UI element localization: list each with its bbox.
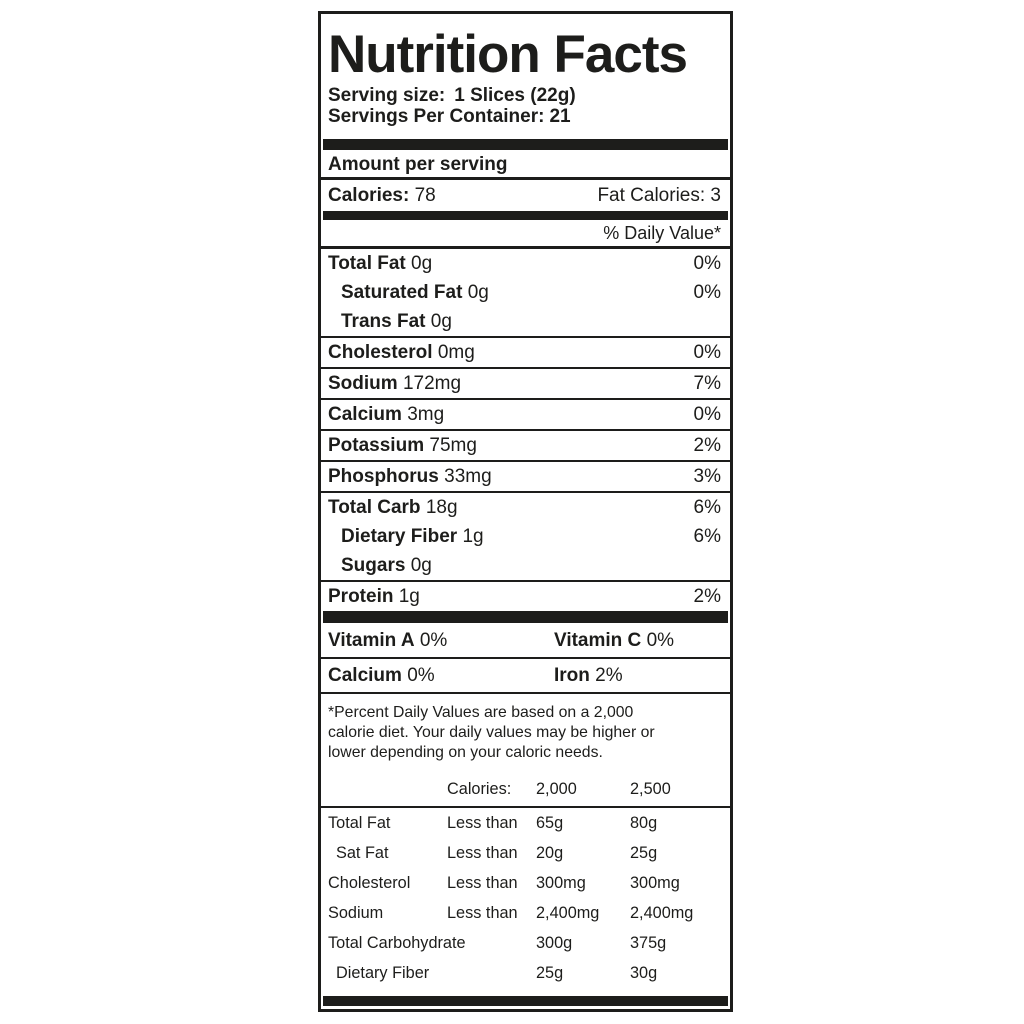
reference-table-header <box>321 779 730 808</box>
nutrient-name: Phosphorus <box>328 466 439 487</box>
calories-cell <box>328 185 436 206</box>
row-name: Total Carbohydrate <box>328 934 466 952</box>
nutrient-amount: 3mg <box>407 404 445 425</box>
nutrient-name: Saturated Fat <box>341 282 463 303</box>
nutrient-row <box>321 551 730 580</box>
row-name: Dietary Fiber <box>336 964 430 982</box>
nutrient-daily-value: 7% <box>693 373 721 394</box>
row-value-2500: 300mg <box>630 874 680 892</box>
row-name: Sodium <box>328 904 384 922</box>
fat-calories-value: 3 <box>710 185 721 206</box>
nutrient-amount: 0mg <box>437 342 475 363</box>
nutrient-daily-value: 0% <box>693 282 721 303</box>
row-value-2500: 2,400mg <box>630 904 694 922</box>
label-title: Nutrition Facts <box>328 25 687 84</box>
nutrient-name: Total Fat <box>328 253 406 274</box>
nutrient-name: Calcium <box>328 404 402 425</box>
nutrition-facts-label <box>318 11 733 1012</box>
daily-value-header: % Daily Value* <box>321 220 730 249</box>
servings-per-container-label: Servings Per Container: <box>328 106 545 127</box>
row-value-2000: 20g <box>536 844 564 862</box>
vitamin-name: Vitamin A <box>328 630 415 651</box>
nutrient-group-calcium <box>321 400 730 431</box>
nutrient-group-potassium <box>321 431 730 462</box>
row-value-2000: 300mg <box>536 874 586 892</box>
row-value-2000: 25g <box>536 964 564 982</box>
nutrient-name: Protein <box>328 586 394 607</box>
nutrient-amount: 1g <box>398 586 420 607</box>
servings-per-container-value: 21 <box>549 106 571 127</box>
nutrient-name: Cholesterol <box>328 342 433 363</box>
nutrient-daily-value: 0% <box>693 253 721 274</box>
row-value-2000: 300g <box>536 934 573 952</box>
table-row <box>321 838 730 868</box>
vitamin-value: 0% <box>407 665 435 686</box>
nutrient-row <box>321 278 730 307</box>
nutrient-row <box>321 369 730 398</box>
calories-label: Calories: <box>328 185 410 206</box>
row-value-2500: 375g <box>630 934 667 952</box>
nutrient-name: Sugars <box>341 555 406 576</box>
thick-divider-bar <box>323 996 728 1006</box>
nutrient-group-cholesterol <box>321 338 730 369</box>
nutrient-group-fat <box>321 249 730 338</box>
servings-per-container-line <box>328 106 724 127</box>
nutrient-group-phosphorus <box>321 462 730 493</box>
row-value-2000: 65g <box>536 814 564 832</box>
nutrient-amount: 0g <box>410 555 432 576</box>
nutrient-group-protein <box>321 582 730 611</box>
nutrient-amount: 0g <box>430 311 452 332</box>
vitamin-value: 0% <box>419 630 448 651</box>
row-qualifier: Less than <box>447 844 518 862</box>
nutrient-daily-value: 2% <box>693 586 721 607</box>
calories-row <box>321 180 730 211</box>
serving-size-label: Serving size: <box>328 85 446 106</box>
row-name: Cholesterol <box>328 874 411 892</box>
row-value-2500: 30g <box>630 964 658 982</box>
vitamin-name: Iron <box>554 665 590 686</box>
nutrient-amount: 18g <box>425 497 458 518</box>
nutrient-daily-value: 6% <box>693 526 721 547</box>
calories-value: 78 <box>414 185 436 206</box>
header-calories: Calories: <box>447 780 512 798</box>
nutrient-name: Sodium <box>328 373 398 394</box>
nutrient-amount: 75mg <box>429 435 477 456</box>
row-value-2000: 2,400mg <box>536 904 600 922</box>
nutrient-row <box>321 249 730 278</box>
vitamin-name: Vitamin C <box>554 630 642 651</box>
nutrient-amount: 172mg <box>402 373 462 394</box>
thick-divider-bar <box>323 611 728 623</box>
nutrient-group-carb <box>321 493 730 582</box>
row-name: Total Fat <box>328 814 391 832</box>
table-row <box>321 958 730 988</box>
table-row <box>321 928 730 958</box>
vitamin-cell <box>554 630 721 651</box>
nutrient-daily-value: 0% <box>693 342 721 363</box>
row-value-2500: 25g <box>630 844 658 862</box>
table-row <box>321 868 730 898</box>
vitamin-row <box>321 623 730 659</box>
nutrient-row <box>321 522 730 551</box>
thick-divider-bar <box>323 211 728 220</box>
nutrient-amount: 0g <box>467 282 489 303</box>
nutrient-amount: 1g <box>462 526 484 547</box>
nutrient-daily-value: 2% <box>693 435 721 456</box>
table-row <box>321 808 730 838</box>
nutrient-name: Trans Fat <box>341 311 426 332</box>
nutrient-name: Total Carb <box>328 497 421 518</box>
vitamin-cell <box>328 630 554 651</box>
nutrient-daily-value: 6% <box>693 497 721 518</box>
nutrient-row <box>321 493 730 522</box>
vitamin-name: Calcium <box>328 665 402 686</box>
reference-table <box>321 779 730 988</box>
row-value-2500: 80g <box>630 814 658 832</box>
nutrient-row <box>321 338 730 367</box>
row-qualifier: Less than <box>447 874 518 892</box>
nutrient-amount: 33mg <box>444 466 492 487</box>
thick-divider-bar <box>323 139 728 150</box>
vitamin-cell <box>328 665 554 686</box>
fat-calories-cell <box>597 185 721 206</box>
nutrient-daily-value: 3% <box>693 466 721 487</box>
daily-value-footnote: *Percent Daily Values are based on a 2,000 calorie diet. Your daily values may be higher or lower depending on your caloric needs. <box>328 704 655 761</box>
nutrient-name: Dietary Fiber <box>341 526 458 547</box>
amount-per-serving-header: Amount per serving <box>321 150 730 180</box>
header-2000: 2,000 <box>536 780 577 798</box>
row-qualifier: Less than <box>447 904 518 922</box>
nutrient-name: Potassium <box>328 435 425 456</box>
table-row <box>321 898 730 928</box>
nutrient-row <box>321 400 730 429</box>
nutrient-group-sodium <box>321 369 730 400</box>
header-2500: 2,500 <box>630 780 671 798</box>
nutrient-row <box>321 307 730 336</box>
vitamin-row <box>321 659 730 694</box>
nutrient-row <box>321 462 730 491</box>
serving-size-line <box>328 85 724 106</box>
row-qualifier: Less than <box>447 814 518 832</box>
serving-size-value: 1 Slices (22g) <box>454 85 576 106</box>
vitamin-value: 2% <box>595 665 623 686</box>
nutrient-daily-value: 0% <box>693 404 721 425</box>
fat-calories-label: Fat Calories: <box>597 185 706 206</box>
row-name: Sat Fat <box>336 844 389 862</box>
nutrient-row <box>321 431 730 460</box>
vitamin-value: 0% <box>646 630 675 651</box>
nutrient-amount: 0g <box>411 253 433 274</box>
nutrient-row <box>321 582 730 611</box>
vitamin-cell <box>554 665 721 686</box>
